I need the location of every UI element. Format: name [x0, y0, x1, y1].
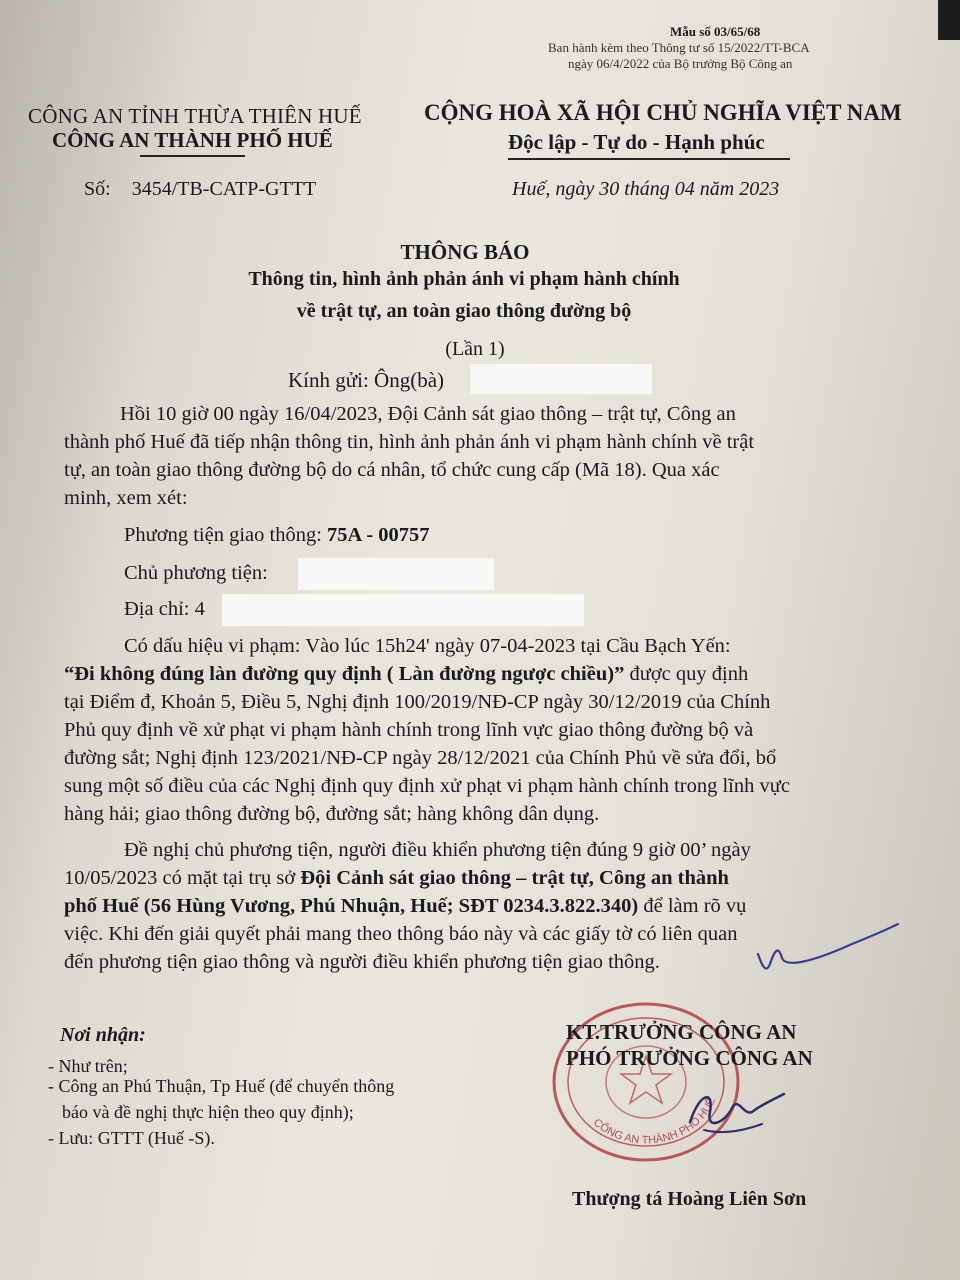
violation-line-2 [64, 660, 748, 689]
intro-line-4: minh, xem xét: [64, 487, 188, 509]
violation-quote: “Đi không đúng làn đường quy định ( Làn đường ngược chiều)” [64, 663, 625, 685]
form-issue-date: ngày 06/4/2022 của Bộ trưởng Bộ Công an [568, 56, 793, 71]
recipients-title: Nơi nhận: [60, 1024, 146, 1046]
violation-line-1: Có dấu hiệu vi phạm: Vào lúc 15h24' ngày 07-04-2023 tại Cầu Bạch Yến: [124, 635, 731, 657]
redacted-address [222, 594, 584, 626]
intro-line-2: thành phố Huế đã tiếp nhận thông tin, hình ảnh phản ánh vi phạm hành chính về trật [64, 431, 755, 453]
intro-line-3: tự, an toàn giao thông đường bộ do cá nhân, tổ chức cung cấp (Mã 18). Qua xác [64, 459, 720, 481]
form-issued-with: Ban hành kèm theo Thông tư số 15/2022/TT-BCA [548, 40, 810, 55]
motto: Độc lập - Tự do - Hạnh phúc [508, 130, 765, 154]
request-line-3-bold: phố Huế (56 Hùng Vương, Phú Nhuận, Huế; SĐT 0234.3.822.340) [64, 895, 639, 917]
addressee-label: Kính gửi: Ông(bà) [288, 368, 445, 392]
vehicle-plate: 75A - 00757 [327, 524, 430, 546]
signer-name: Thượng tá Hoàng Liên Sơn [572, 1188, 807, 1210]
request-line-3-tail: để làm rõ vụ [638, 895, 747, 917]
owner-label: Chủ phương tiện: [124, 562, 268, 584]
document-title: THÔNG BÁO [400, 240, 530, 264]
intro-line-1: Hồi 10 giờ 00 ngày 16/04/2023, Đội Cảnh sát giao thông – trật tự, Công an [120, 403, 736, 425]
recipient-item-2: - Công an Phú Thuận, Tp Huế (để chuyển thông [48, 1076, 395, 1096]
violation-line-7: hàng hải; giao thông đường bộ, đường sắt; hàng không dân dụng. [64, 803, 600, 825]
request-line-3 [64, 892, 746, 921]
redacted-owner [298, 558, 494, 590]
recipient-item-3: báo và đề nghị thực hiện theo quy định); [62, 1102, 354, 1122]
address-field [124, 598, 205, 621]
document-number [84, 178, 316, 201]
recipient-item-1: - Như trên; [48, 1056, 128, 1076]
redacted-name [470, 364, 652, 394]
violation-line-3: tại Điểm đ, Khoản 5, Điều 5, Nghị định 100/2019/NĐ-CP ngày 30/12/2019 của Chính [64, 691, 771, 713]
place-date: Huế, ngày 30 tháng 04 năm 2023 [512, 178, 780, 200]
agency-name: CÔNG AN THÀNH PHỐ HUẾ [52, 128, 333, 152]
vehicle-field [124, 524, 430, 547]
recipient-item-4: - Lưu: GTTT (Huế -S). [48, 1128, 215, 1148]
request-line-2-bold: Đội Cảnh sát giao thông – trật tự, Công an thành [300, 867, 729, 889]
pen-check-mark [752, 914, 900, 980]
signatory-title-2: PHÓ TRƯỞNG CÔNG AN [566, 1046, 813, 1070]
address-label: Địa chỉ: 4 [124, 598, 205, 620]
violation-line-5: đường sắt; Nghị định 123/2021/NĐ-CP ngày 28/12/2021 của Chính Phủ về sửa đổi, bổ [64, 747, 777, 769]
agency-underline [140, 155, 245, 157]
document-subtitle-1: Thông tin, hình ảnh phản ánh vi phạm hành chính [248, 268, 680, 290]
violation-line-6: sung một số điều của các Nghị định quy định xử phạt vi phạm hành chính trong lĩnh vực [64, 775, 790, 797]
request-line-4: việc. Khi đến giải quyết phải mang theo thông báo này và các giấy tờ có liên quan [64, 923, 738, 945]
seal-text: CÔNG AN THÀNH PHỐ HUẾ [590, 1096, 718, 1147]
issue-number: (Lần 1) [445, 338, 505, 360]
request-line-2-text: 10/05/2023 có mặt tại trụ sở [64, 867, 301, 889]
agency-parent: CÔNG AN TỈNH THỪA THIÊN HUẾ [28, 104, 362, 128]
request-line-2 [64, 864, 729, 893]
document-number-value: 3454/TB-CATP-GTTT [131, 178, 317, 200]
owner-field [124, 562, 268, 585]
form-number: Mẫu số 03/65/68 [670, 24, 761, 39]
violation-line-4: Phủ quy định về xử phạt vi phạm hành chính trong lĩnh vực giao thông đường bộ và [64, 719, 754, 741]
vehicle-label: Phương tiện giao thông: [124, 524, 322, 546]
request-line-5: đến phương tiện giao thông và người điều khiển phương tiện giao thông. [64, 951, 660, 973]
document-subtitle-2: về trật tự, an toàn giao thông đường bộ [296, 300, 632, 322]
nation-heading: CỘNG HOÀ XÃ HỘI CHỦ NGHĨA VIỆT NAM [424, 100, 902, 125]
signatory-title-1: KT.TRƯỞNG CÔNG AN [566, 1020, 797, 1044]
handwritten-signature [680, 1072, 790, 1152]
motto-underline [508, 158, 790, 160]
request-line-1: Đề nghị chủ phương tiện, người điều khiển phương tiện đúng 9 giờ 00’ ngày [124, 839, 751, 861]
document-number-label: Số: [84, 178, 111, 200]
violation-quote-tail: được quy định [624, 663, 749, 685]
